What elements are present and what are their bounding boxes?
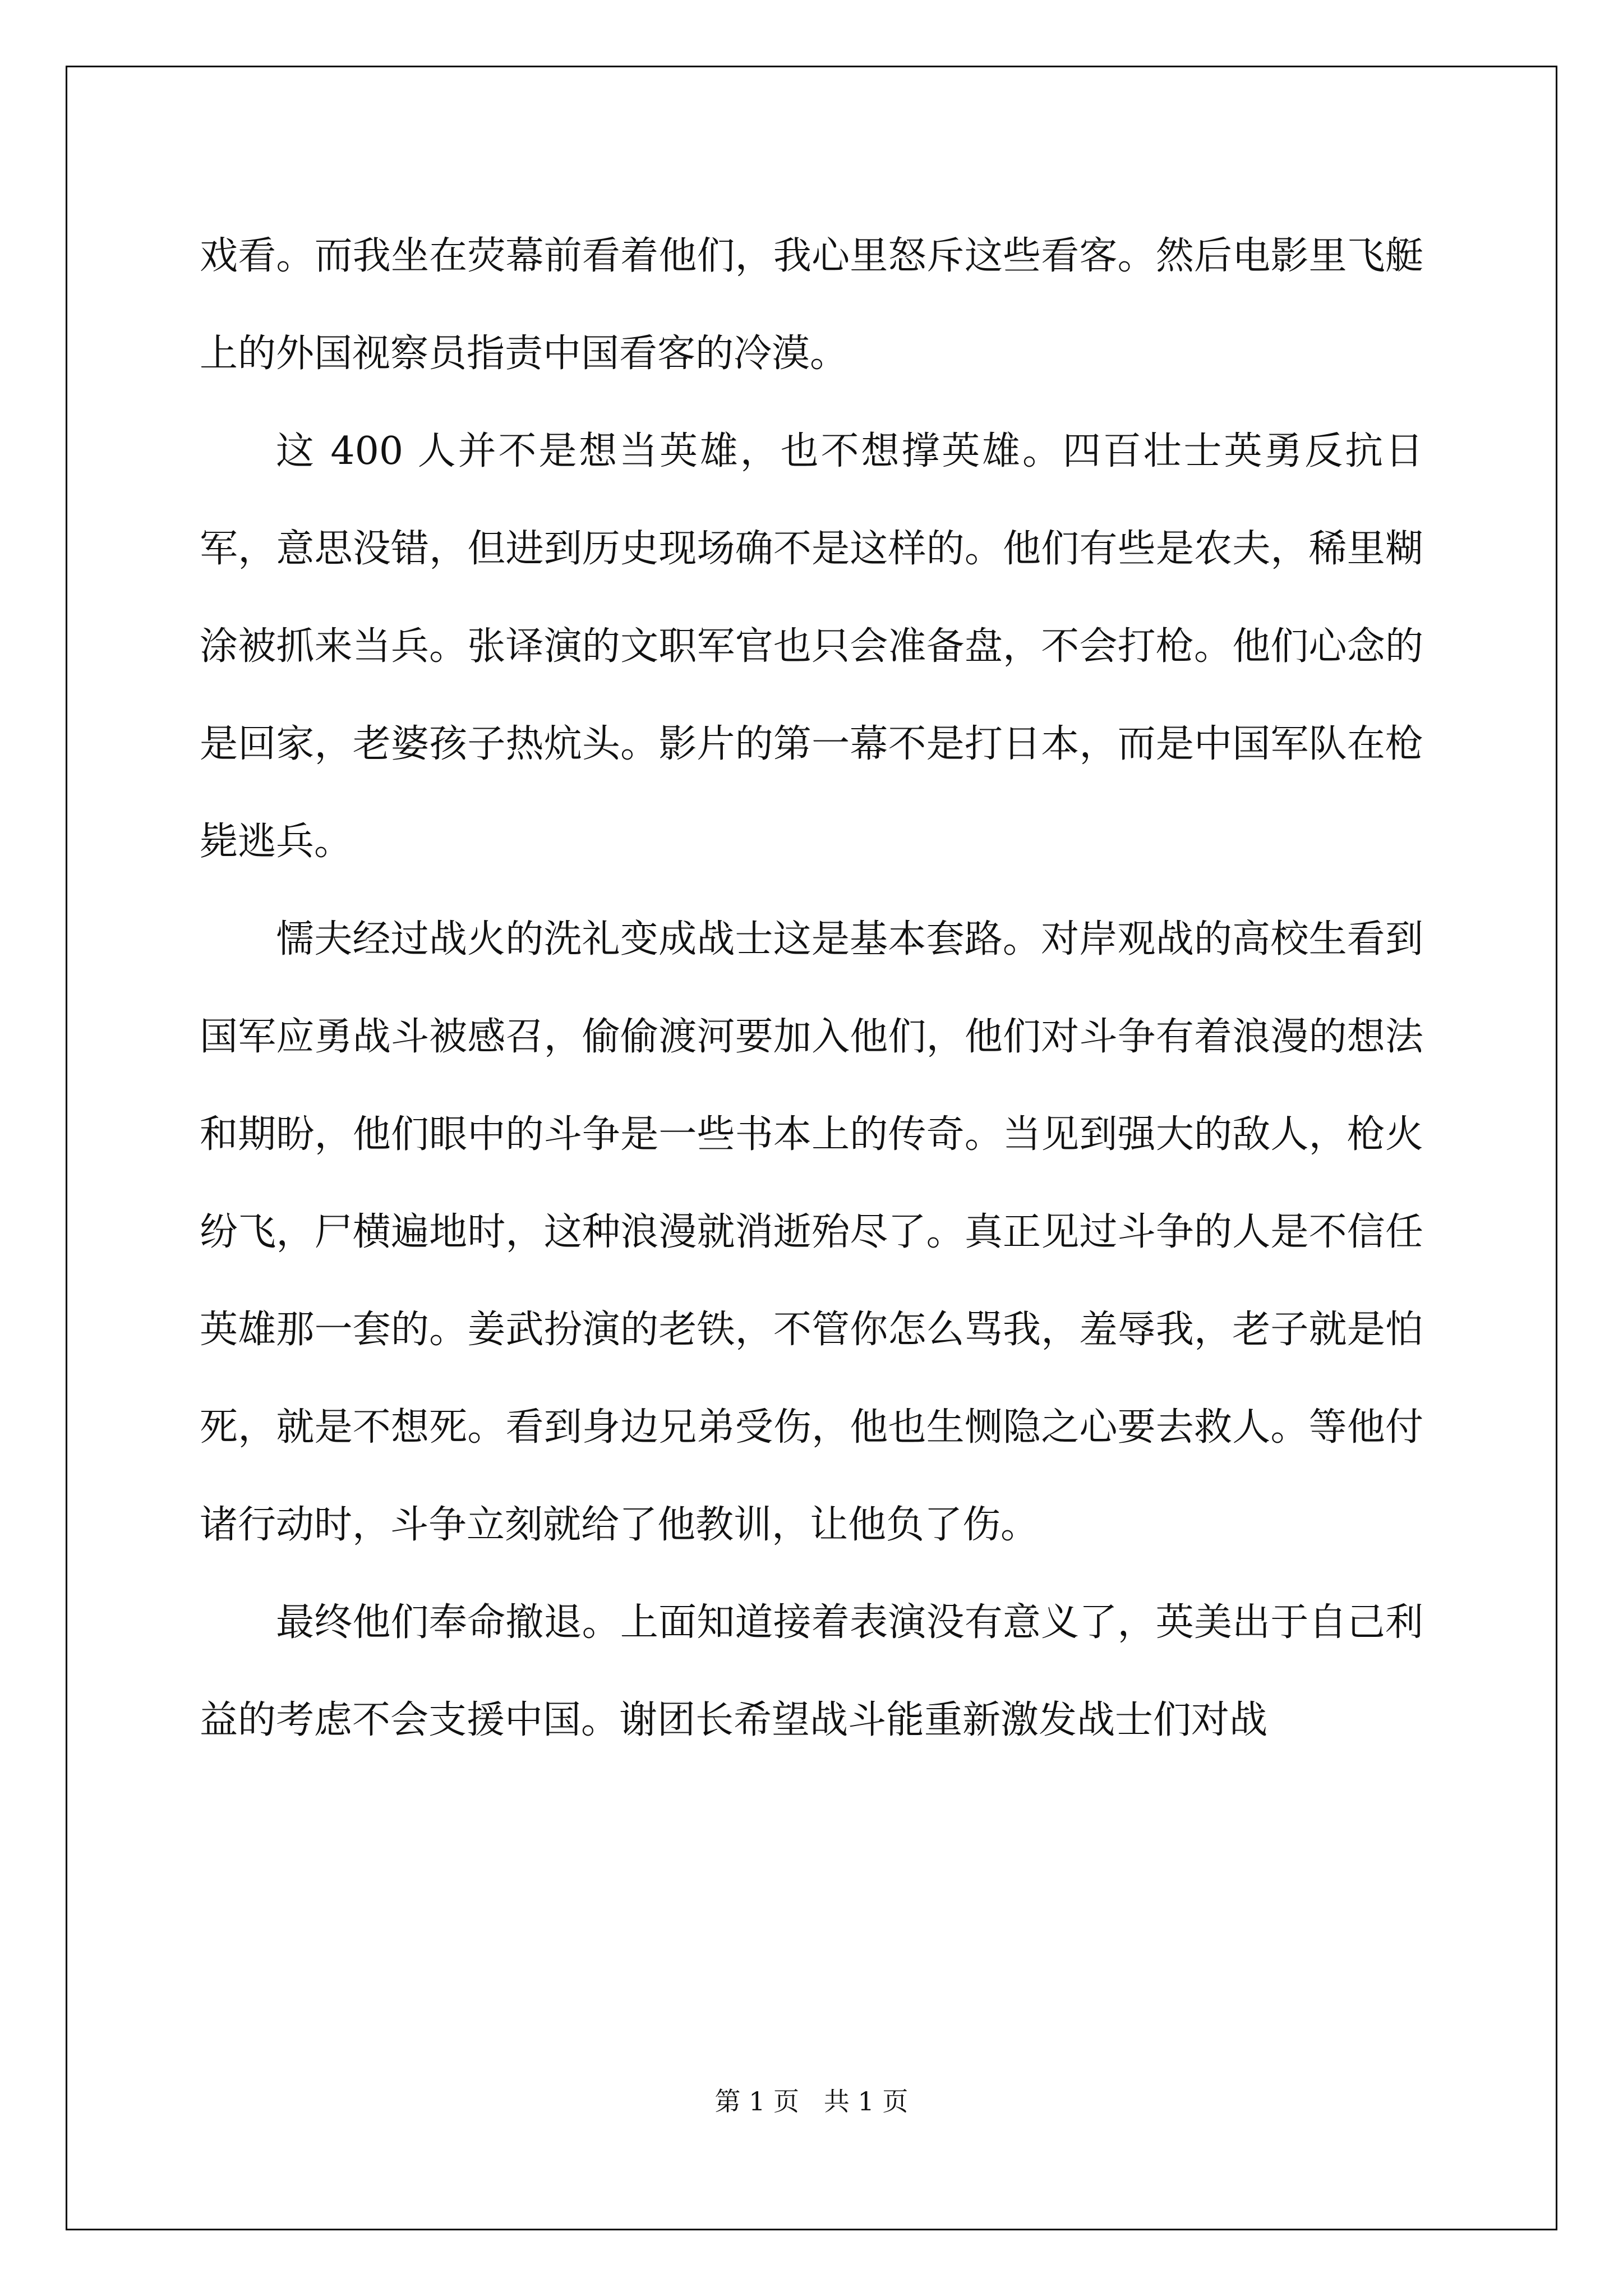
paragraph-3: 懦夫经过战火的洗礼变成战士这是基本套路。对岸观战的高校生看到国军应勇战斗被感召，偷偷渡河要加入他们，他们对斗争有着浪漫的想法和期盼，他们眼中的斗争是一些书本上的传奇。当见到强大的敌人，枪火纷飞，尸横遍地时，这种浪漫就消逝殆尽了。真正见过斗争的人是不信任英雄那一套的。姜武扮演的老铁，不管你怎么骂我，羞辱我，老子就是怕死，就是不想死。看到身边兄弟受伤，他也生恻隐之心要去救人。等他付诸行动时，斗争立刻就给了他教训，让他负了伤。 <box>200 917 1423 1547</box>
document-body <box>200 208 1423 1769</box>
paragraph-4: 最终他们奉命撤退。上面知道接着表演没有意义了，英美出于自己利益的考虑不会支援中国。谢团长希望战斗能重新激发战士们对战 <box>200 1600 1423 1742</box>
paragraph-1: 戏看。而我坐在荧幕前看着他们，我心里怒斥这些看客。然后电影里飞艇上的外国视察员指责中国看客的冷漠。 <box>200 234 1423 376</box>
paragraph-2: 这 400 人并不是想当英雄，也不想撑英雄。四百壮士英勇反抗日军，意思没错，但进到历史现场确不是这样的。他们有些是农夫，稀里糊涂被抓来当兵。张译演的文职军官也只会准备盘，不会打枪。他们心念的是回家，老婆孩子热炕头。影片的第一幕不是打日本，而是中国军队在枪毙逃兵。 <box>200 429 1423 864</box>
page-footer: 第 1 页 共 1 页 <box>714 2086 909 2116</box>
